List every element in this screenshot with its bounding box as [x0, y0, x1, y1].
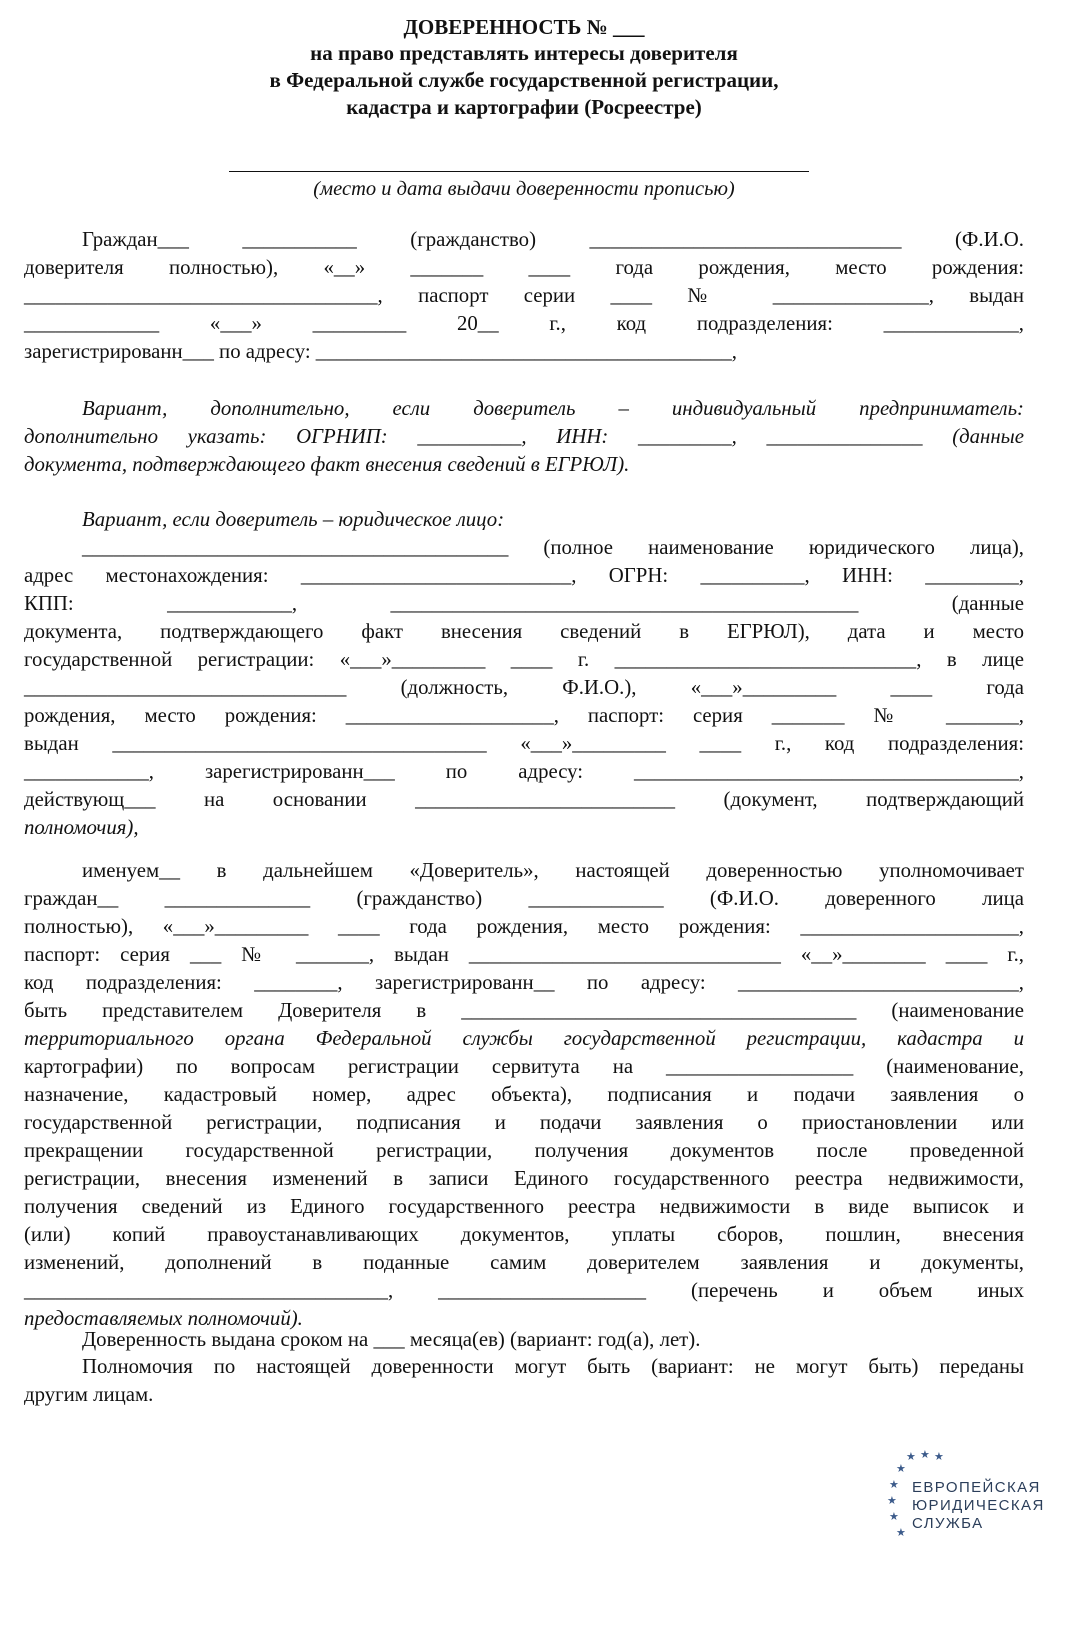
- attorney-line: быть представителем Доверителя в ______________________________________ (наименование: [24, 999, 1024, 1022]
- grantor-line: зарегистрированн___ по адресу: ________________________________________,: [24, 340, 737, 363]
- transfer-line: другим лицам.: [24, 1383, 154, 1406]
- attorney-line: полностью), «___»_________ ____ года рождения, место рождения: _____________________,: [24, 915, 1024, 938]
- svg-text:★: ★: [889, 1479, 899, 1491]
- attorney-line: (или) копий правоустанавливающих документов, уплаты сборов, пошлин, внесения: [24, 1223, 1024, 1246]
- grantor-line: _____________ «___» _________ 20__ г., код подразделения: _____________,: [24, 312, 1024, 335]
- attorney-line: регистрации, внесения изменений в записи Единого государственного реестра недвижимости,: [24, 1167, 1024, 1190]
- ip-variant-paragraph: [24, 395, 1024, 479]
- attorney-line: предоставляемых полномочий).: [24, 1307, 303, 1330]
- legal-entity-line: документа, подтверждающего факт внесения сведений в ЕГРЮЛ), дата и место: [24, 620, 1024, 643]
- legal-entity-line: полномочия),: [24, 816, 139, 839]
- logo-text: [912, 1479, 1045, 1533]
- logo-line: ЕВРОПЕЙСКАЯ: [912, 1479, 1041, 1496]
- legal-entity-line: государственной регистрации: «___»_________ ____ г. _____________________________, в лице: [24, 648, 1024, 671]
- logo-line: ЮРИДИЧЕСКАЯ: [912, 1497, 1045, 1514]
- ip-variant-line: документа, подтверждающего факт внесения сведений в ЕГРЮЛ).: [24, 453, 630, 476]
- document-page: [24, 0, 1024, 1645]
- attorney-line: назначение, кадастровый номер, адрес объекта), подписания и подачи заявления о: [24, 1083, 1024, 1106]
- svg-text:★: ★: [896, 1527, 906, 1539]
- grantor-line: Граждан___ ___________ (гражданство) ______________________________ (Ф.И.О.: [82, 228, 1024, 251]
- attorney-line: изменений, дополнений в поданные самим доверителем заявления и документы,: [24, 1251, 1024, 1274]
- legal-entity-line: действующ___ на основании _________________________ (документ, подтверждающий: [24, 788, 1024, 811]
- legal-entity-line: Вариант, если доверитель – юридическое лицо:: [82, 508, 505, 531]
- attorney-line: государственной регистрации, подписания и подачи заявления о приостановлении или: [24, 1111, 1024, 1134]
- transfer-paragraph: [24, 1353, 1024, 1409]
- legal-entity-line: _______________________________ (должность, Ф.И.О.), «___»_________ ____ года: [24, 676, 1024, 699]
- svg-text:★: ★: [906, 1451, 916, 1463]
- attorney-line: граждан__ ______________ (гражданство) _____________ (Ф.И.О. доверенного лица: [24, 887, 1024, 910]
- attorney-line: территориального органа Федеральной службы государственной регистрации, кадастра и: [24, 1027, 1024, 1050]
- transfer-line: Полномочия по настоящей доверенности могут быть (вариант: не могут быть) переданы: [82, 1355, 1024, 1378]
- attorney-line: паспорт: серия ___ № _______, выдан ______________________________ «__»________ ____ г.,: [24, 943, 1024, 966]
- attorney-line: именуем__ в дальнейшем «Доверитель», настоящей доверенностью уполномочивает: [82, 859, 1024, 882]
- doc-subtitle-line-3: кадастра и картографии (Росреестре): [346, 95, 702, 119]
- logo-line: СЛУЖБА: [912, 1515, 984, 1532]
- attorney-line: прекращении государственной регистрации, получения документов после проведенной: [24, 1139, 1024, 1162]
- legal-entity-line: КПП: ____________, _____________________________________________ (данные: [24, 592, 1024, 615]
- place-date-caption: (место и дата выдачи доверенности прописью): [313, 178, 735, 200]
- term-line: Доверенность выдана сроком на ___ месяца(ев) (вариант: год(а), лет).: [82, 1328, 701, 1351]
- legal-entity-line: адрес местонахождения: __________________________, ОГРН: __________, ИНН: _________,: [24, 564, 1024, 587]
- ip-variant-line: дополнительно указать: ОГРНИП: __________, ИНН: _________, _______________ (данные: [24, 425, 1024, 448]
- grantor-line: доверителя полностью), «__» _______ ____ года рождения, место рождения:: [24, 256, 1024, 279]
- doc-subtitle-line-2: в Федеральной службе государственной регистрации,: [269, 68, 779, 92]
- ip-variant-line: Вариант, дополнительно, если доверитель – индивидуальный предприниматель:: [82, 397, 1024, 420]
- legal-entity-line: ____________, зарегистрированн___ по адресу: _____________________________________,: [24, 760, 1024, 783]
- legal-entity-paragraph: [24, 506, 1024, 842]
- attorney-paragraph: [24, 857, 1024, 1333]
- attorney-line: ___________________________________, ____________________ (перечень и объем иных: [24, 1279, 1024, 1302]
- legal-entity-line: рождения, место рождения: ____________________, паспорт: серия _______ № _______,: [24, 704, 1024, 727]
- legal-entity-line: выдан ____________________________________ «___»_________ ____ г., код подразделения:: [24, 732, 1024, 755]
- attorney-line: код подразделения: ________, зарегистрированн__ по адресу: ___________________________,: [24, 971, 1024, 994]
- svg-text:★: ★: [887, 1495, 897, 1507]
- svg-text:★: ★: [934, 1451, 944, 1463]
- attorney-line: картографии) по вопросам регистрации сервитута на __________________ (наименование,: [24, 1055, 1024, 1078]
- grantor-paragraph: [24, 226, 1024, 366]
- attorney-line: получения сведений из Единого государственного реестра недвижимости в виде выписок и: [24, 1195, 1024, 1218]
- grantor-line: __________________________________, паспорт серии ____ № _______________, выдан: [24, 284, 1024, 307]
- place-date-line: [229, 171, 809, 172]
- doc-title: ДОВЕРЕННОСТЬ № ___: [403, 15, 645, 39]
- doc-subtitle-line-1: на право представлять интересы доверителя: [310, 41, 738, 65]
- svg-text:★: ★: [896, 1463, 906, 1475]
- legal-entity-line: _________________________________________ (полное наименование юридического лица),: [82, 536, 1024, 559]
- svg-text:★: ★: [889, 1511, 899, 1523]
- term-paragraph: [24, 1326, 1024, 1354]
- svg-text:★: ★: [920, 1449, 930, 1461]
